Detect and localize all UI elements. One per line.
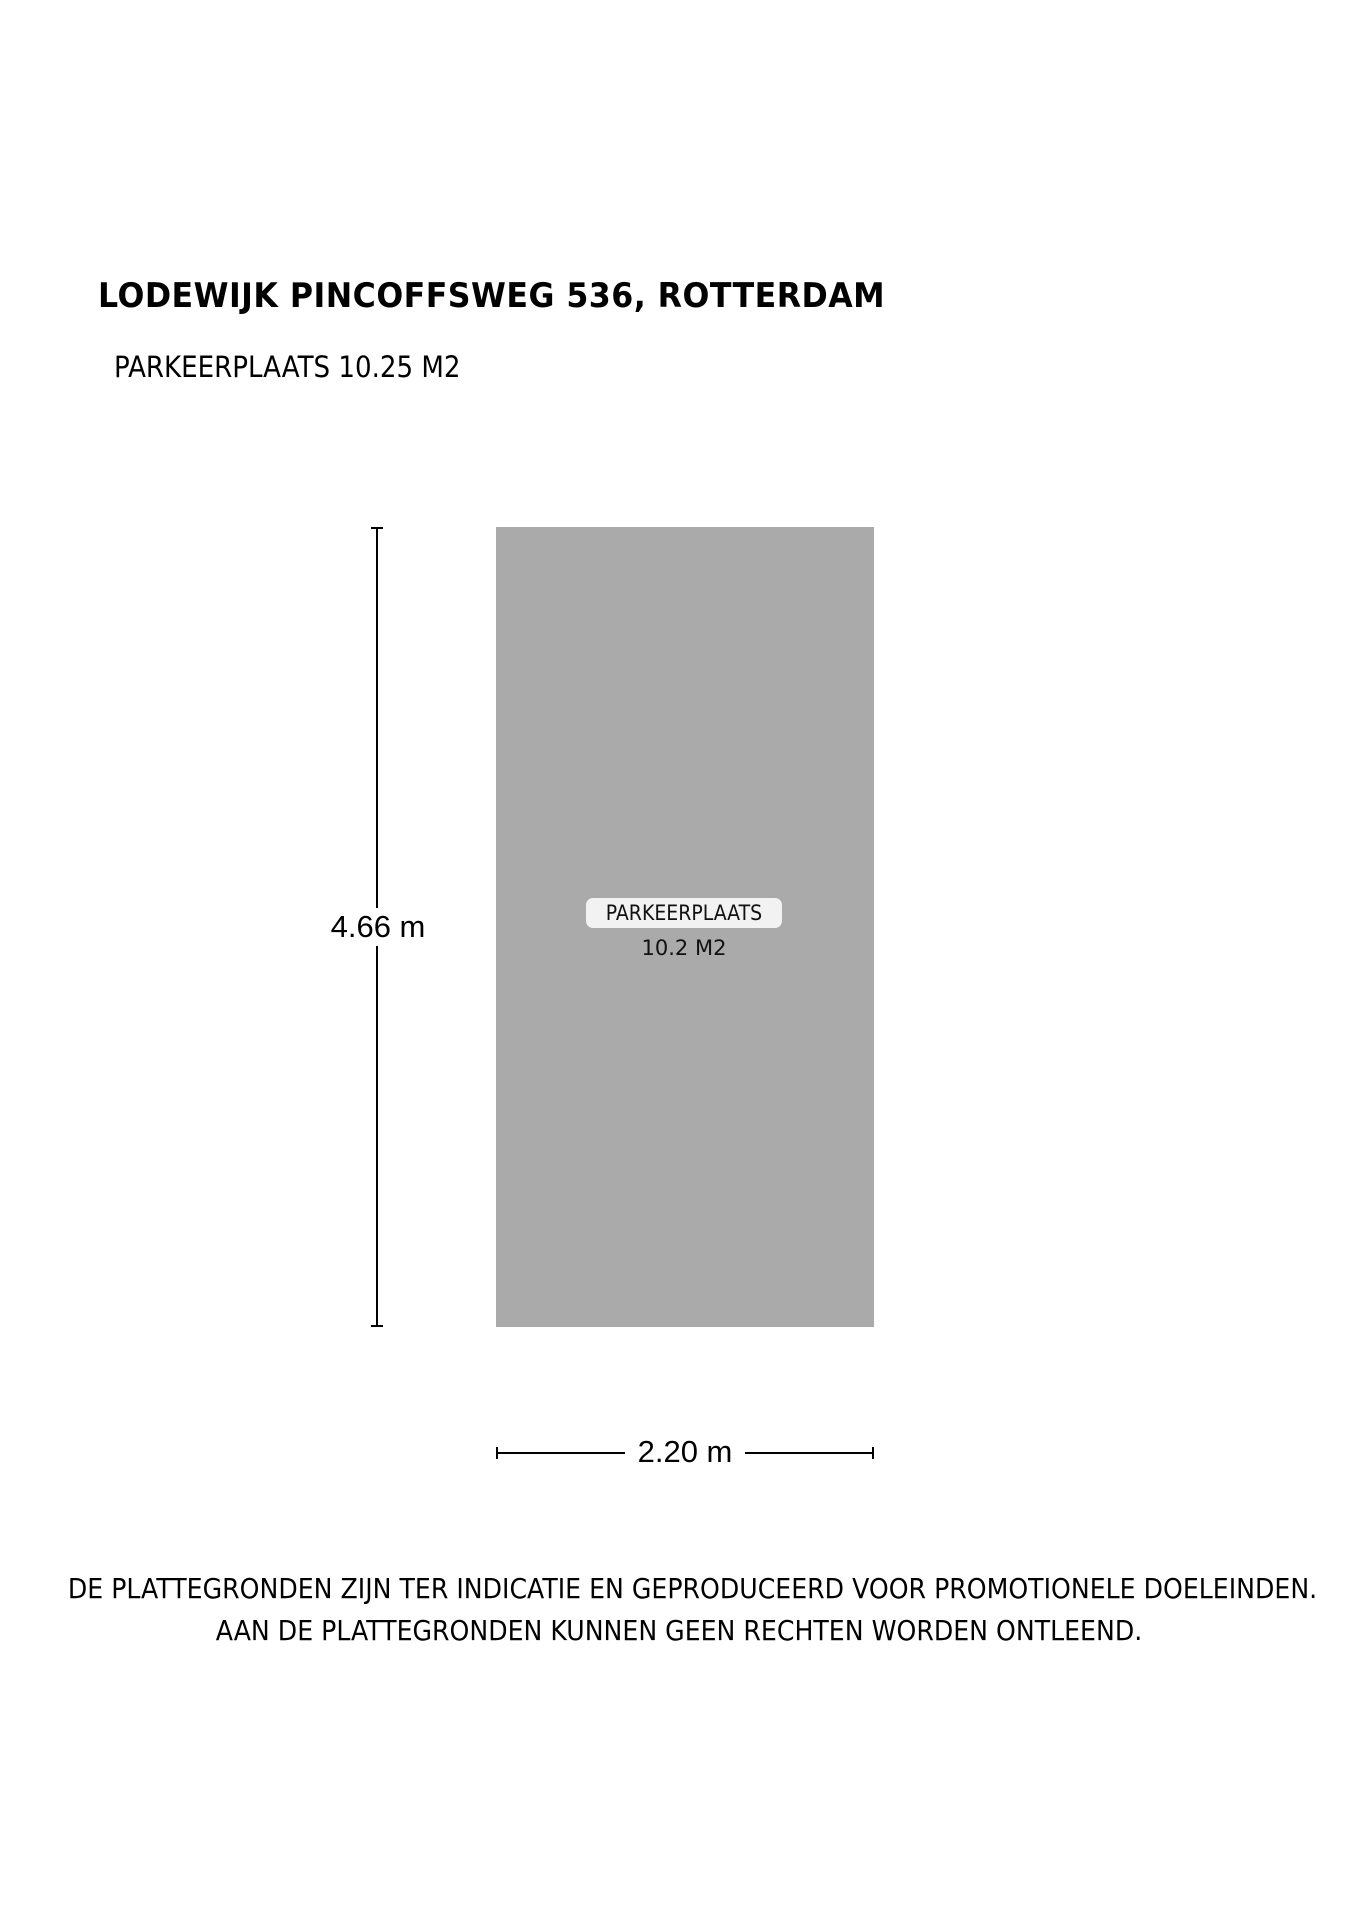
disclaimer [0, 1568, 1358, 1652]
width-dimension-cap-right [872, 1447, 874, 1459]
disclaimer-line-2: AAN DE PLATTEGRONDEN KUNNEN GEEN RECHTEN WORDEN ONTLEEND. [215, 1614, 1143, 1647]
width-dimension-label: 2.20 m [625, 1433, 745, 1471]
page-subtitle: PARKEERPLAATS 10.25 M2 [114, 350, 461, 384]
height-dimension-cap-bottom [371, 1325, 383, 1327]
width-dimension-cap-left [496, 1447, 498, 1459]
room-name-label: PARKEERPLAATS [605, 901, 763, 925]
page-title: LODEWIJK PINCOFFSWEG 536, ROTTERDAM [98, 276, 886, 316]
height-dimension-cap-top [371, 527, 383, 529]
disclaimer-line-1: DE PLATTEGRONDEN ZIJN TER INDICATIE EN GEPRODUCEERD VOOR PROMOTIONELE DOELEINDEN. [67, 1572, 1318, 1605]
room-area-label: 10.2 M2 [641, 936, 727, 960]
height-dimension-label: 4.66 m [318, 908, 438, 946]
room-label-badge [586, 898, 782, 928]
